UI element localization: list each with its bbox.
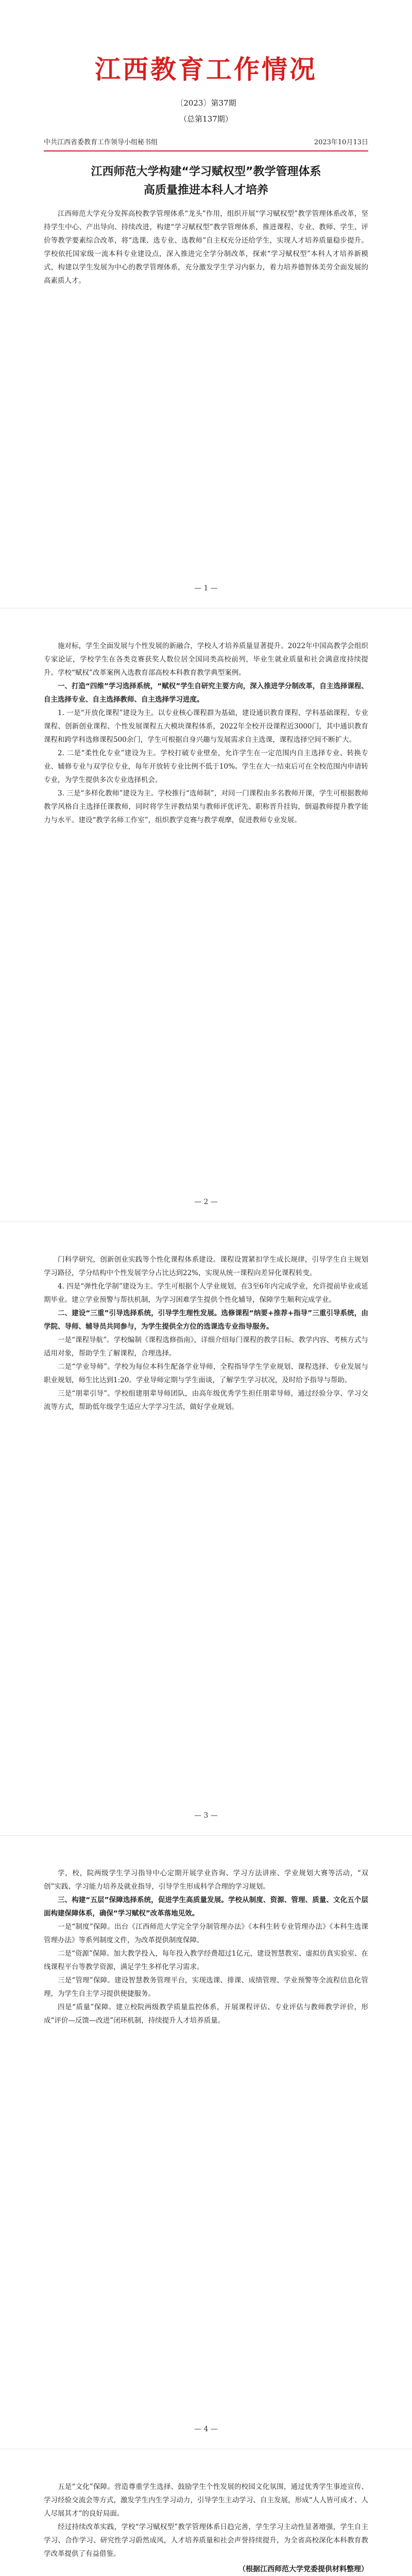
paragraph: 学，校，院两级学生学习指导中心定期开展学业咨询、学习方法讲座、学业规划大赛等活动，“双创”实践、学习能力培养及就业指导，引导学生形成科学合理的学习规划。: [44, 1869, 368, 1891]
issuer: 中共江西省委教育工作领导小组秘书组: [44, 139, 158, 146]
paragraph: 三是“管理”保障。建设智慧教务管理平台，实现选课、排课、成绩管理、学业预警等全流程信息化管理，为学生自主学习提供便捷服务。: [44, 1976, 368, 1998]
issuer-row: [44, 137, 368, 146]
paragraph: 二是“资源”保障。加大教学投入，每年投入教学经费超过1亿元，建设智慧教室、虚拟仿真实验室、在线课程平台等教学资源，满足学生多样化学习需求。: [44, 1950, 368, 1971]
issue-number: 〔2023〕第37期: [176, 98, 236, 108]
paragraph: 1. 一是“开放化课程”建设为主。以专业核心课程群为基础，建设通识教育课程、学科基础课程、专业课程、创新创业课程、个性发展课程五大模块课程体系，2022年全校开设课程近3000门，其中通识教育课程和跨学科选修课程500余门，学生可根据自身兴趣与发展需求自主选课，课程选择空间不断扩大。: [44, 709, 368, 744]
page-4: [0, 1836, 412, 2449]
paragraph: 江西师范大学充分发挥高校教学管理体系“龙头”作用，组织开展“学习赋权型”教学管理体系改革，坚持学生中心、产出导向、持续改进，构建“学习赋权型”教学管理体系，推进课程、专业、教师、学生、评价等教学要素综合改革，将“选课、选专业、选教师”自主权充分还给学生，实现人才培养质量稳步提升。学校依托国家级一流本科专业建设点，深入推进完全学分制改革，探索“学习赋权型”本科人才培养新模式，构建以学生发展为中心的教学管理体系，充分激发学生学习内驱力，着力培养德智体美劳全面发展的高素质人才。: [44, 210, 368, 285]
page-1: [0, 0, 412, 608]
page-5: [0, 2449, 412, 2576]
paragraph: 四是“质量”保障。建立校院两级教学质量监控体系，开展课程评估、专业评估与教师教学评价，形成“评价—反馈—改进”闭环机制，持续提升人才培养质量。: [44, 2003, 368, 2025]
paragraph: 4. 四是“弹性化学制”建设为主。学生可根据个人学业规划，在3至6年内完成学业，允许提前毕业或延期毕业。建立学业预警与帮扶机制，为学习困难学生提供个性化辅导，保障学生顺利完成学业。: [44, 1282, 368, 1304]
page-3: [0, 1222, 412, 1835]
total-issue-number: （总第137期）: [179, 114, 233, 124]
masthead-title: 江西教育工作情况: [95, 54, 317, 84]
paragraph: 门科学研究，创新创业实践等个性化课程体系建设。课程设置紧扣学生成长规律，引导学生自主规划学习路径，学分结构中个性发展学分占比达到22%，实现从统一课程向差异化课程转变。: [44, 1256, 368, 1277]
issue-date: 2023年10月13日: [314, 139, 368, 146]
page-number: — 4 —: [194, 2425, 218, 2433]
page-number: — 3 —: [194, 1811, 218, 1820]
source-note: （根据江西师范大学党委提供材料整理）: [238, 2565, 368, 2573]
paragraph: 三是“朋辈引导”。学校组建朋辈导师团队，由高年级优秀学生担任朋辈导师，通过经验分享、学习交流等方式，帮助低年级学生适应大学学习生活，做好学业规划。: [44, 1389, 368, 1411]
red-divider: [44, 150, 368, 151]
paragraph: 施对标，学生全面发展与个性发展的新融合，学校人才培养质量显著提升。2022年中国高教学会组织专家论证，学校学生在各类竞赛获奖人数位居全国同类高校前列，毕业生就业质量和社会满意度持续提升。学校“赋权”改革案例入选教育部高校本科教育教学典型案例。: [44, 642, 368, 677]
page-2: [0, 608, 412, 1222]
paragraph: 五是“文化”保障。营造尊重学生选择、鼓励学生个性发展的校园文化氛围，通过优秀学生事迹宣传、学习经验交流会等方式，激发学生内生学习动力，引导学生主动学习、自主发展，形成“人人皆可成才、人人尽展其才”的良好局面。: [44, 2483, 368, 2518]
paragraph: 2. 二是“柔性化专业”建设为主。学校打破专业壁垒，允许学生在一定范围内自主选择专业、转换专业、辅修专业与双学位专业，每年开放转专业比例不低于10%。学生在大一结束后可在全校范围内申请转专业，为学生提供多次专业选择机会。: [44, 749, 368, 784]
page-number: — 1 —: [194, 584, 218, 592]
page-number: — 2 —: [194, 1198, 218, 1206]
article-title: [44, 163, 368, 200]
article-title-line-1: 江西师范大学构建“学习赋权型”教学管理体系: [91, 165, 321, 178]
paragraph: 3. 三是“多样化教师”建设为主。学校推行“选师制”，对同一门课程由多名教师开课，学生可根据教师教学风格自主选择任课教师，同时将学生评教结果与教师评优评先、职称晋升挂钩，倒逼教师提升教学能力与水平。建设“教学名师工作室”，组织教学竞赛与教学观摩，促进教师专业发展。: [44, 789, 368, 824]
section-heading: 一、打造“四维”学习选择系统，“赋权”学生自研究主要方向，深入推进学分制改革，自主选择课程、自主选择专业、自主选择教师、自主选择学习进度。: [44, 682, 368, 704]
paragraph: 一是“课程导航”。学校编制《课程选修指南》，详细介绍每门课程的教学目标、教学内容、考核方式与适用对象，帮助学生了解课程，合理选择。: [44, 1336, 368, 1358]
section-heading: 二、建设“三重”引导选择系统，引导学生理性发展。选修课程“纳要+推荐+指导”三重引导系统，由学院、导师、辅导员共同参与，为学生提供全方位的选课选专业指导服务。: [44, 1309, 368, 1331]
article-title-line-2: 高质量推进本科人才培养: [143, 184, 268, 197]
paragraph: 一是“制度”保障。出台《江西师范大学完全学分制管理办法》《本科生转专业管理办法》《本科生选课管理办法》等系列制度文件，为改革提供制度保障。: [44, 1923, 368, 1944]
section-heading: 三、构建“五层”保障选择系统，促进学生高质量发展。学校从制度、资源、管理、质量、文化五个层面构建保障体系，确保“学习赋权”改革落地见效。: [44, 1896, 368, 1918]
paragraph: 经过持续改革实践，学校“学习赋权型”教学管理体系日趋完善，学生学习主动性显著增强，学生自主学习、合作学习、研究性学习蔚然成风，人才培养质量和社会声誉持续提升，为全省高校深化本科教育教学改革提供了有益借鉴。: [44, 2523, 368, 2558]
paragraph: 二是“学业导师”。学校为每位本科生配备学业导师，全程指导学生学业规划、课程选择、专业发展与职业规划，师生比达到1:20。学业导师定期与学生面谈，了解学生学习状况，及时给予指导与帮助。: [44, 1363, 368, 1384]
